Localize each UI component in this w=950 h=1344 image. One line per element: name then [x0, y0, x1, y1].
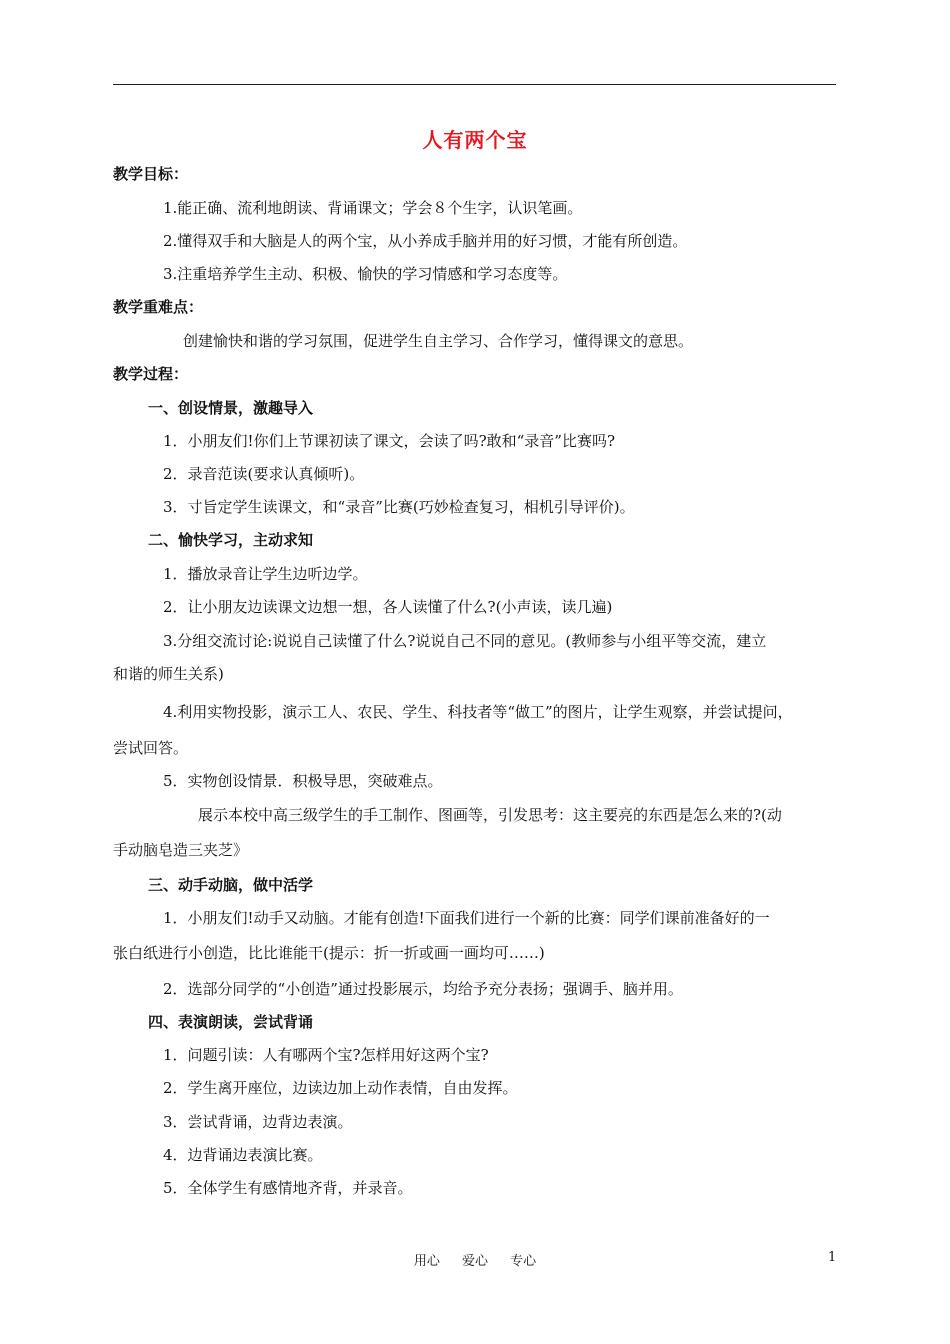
part2-item-continued: 和谐的师生关系) — [113, 665, 224, 683]
part2-item-continued: 尝试回答。 — [113, 739, 189, 757]
part1-item: 1．小朋友们!你们上节课初读了课文，会读了吗?敢和“录音”比赛吗? — [163, 432, 615, 450]
part4-item: 1．问题引读：人有哪两个宝?怎样用好这两个宝? — [163, 1046, 489, 1064]
part2-item: 展示本校中高三级学生的手工制作、图画等，引发思考：这主要亮的东西是怎么来的?(动 — [198, 806, 782, 824]
part2-item: 3.分组交流讨论:说说自己读懂了什么?说说自己不同的意见。(教师参与小组平等交流，建立 — [163, 632, 767, 650]
document-title: 人有两个宝 — [422, 128, 528, 152]
footer-word: 专心 — [510, 1254, 537, 1269]
part1-item: 2．录音范读(要求认真倾听)。 — [163, 465, 365, 483]
part3-item-continued: 张白纸进行小创造，比比谁能干(提示：折一折或画一画均可……) — [113, 944, 545, 962]
process-heading: 教学过程： — [113, 365, 189, 383]
footer-word: 爱心 — [461, 1254, 488, 1269]
part2-item: 1．播放录音让学生边听边学。 — [163, 565, 368, 583]
part2-heading: 二、愉快学习，主动求知 — [148, 531, 314, 549]
goal-item: 3.注重培养学生主动、积极、愉快的学习情感和学习态度等。 — [163, 265, 568, 283]
difficulty-text: 创建愉快和谐的学习氛围，促进学生自主学习、合作学习，懂得课文的意思。 — [183, 332, 694, 350]
part1-heading: 一、创设情景，激趣导入 — [148, 399, 314, 417]
part3-item: 2．选部分同学的“小创造”通过投影展示，均给予充分表扬；强调手、脑并用。 — [163, 980, 683, 998]
footer-word: 用心 — [413, 1254, 440, 1269]
part1-item: 3．寸旨定学生读课文，和“录音”比赛(巧妙检查复习，相机引导评价)。 — [163, 498, 635, 516]
part2-item: 2．让小朋友边读课文边想一想，各人读懂了什么?(小声读，读几遍) — [163, 598, 613, 616]
part4-item: 5．全体学生有感情地齐背，并录音。 — [163, 1179, 413, 1197]
part4-item: 2．学生离开座位，边读边加上动作表情，自由发挥。 — [163, 1079, 518, 1097]
difficulty-heading: 教学重难点： — [113, 298, 204, 316]
part3-item: 1．小朋友们!动手又动脑。才能有创造!下面我们进行一个新的比赛：同学们课前准备好的一 — [163, 909, 770, 927]
part4-heading: 四、表演朗读，尝试背诵 — [148, 1013, 314, 1031]
part2-item: 4.利用实物投影，演示工人、农民、学生、科技者等“做工”的图片，让学生观察，并尝试提问， — [163, 703, 793, 721]
part2-item-continued: 手动脑皂造三夹芝》 — [113, 841, 249, 859]
part2-item: 5．实物创设情景．积极导思，突破难点。 — [163, 772, 443, 790]
part4-item: 4．边背诵边表演比赛。 — [163, 1146, 323, 1164]
goal-item: 2.懂得双手和大脑是人的两个宝，从小养成手脑并用的好习惯，才能有所创造。 — [163, 232, 688, 250]
goals-heading: 教学目标： — [113, 165, 189, 183]
part3-heading: 三、动手动脑，做中活学 — [148, 876, 314, 894]
header-rule — [113, 84, 836, 85]
goal-item: 1.能正确、流利地朗读、背诵课文；学会８个生字，认识笔画。 — [163, 199, 583, 217]
page-footer — [0, 1250, 950, 1269]
page-number: 1 — [828, 1250, 837, 1265]
part4-item: 3．尝试背诵，边背边表演。 — [163, 1113, 353, 1131]
